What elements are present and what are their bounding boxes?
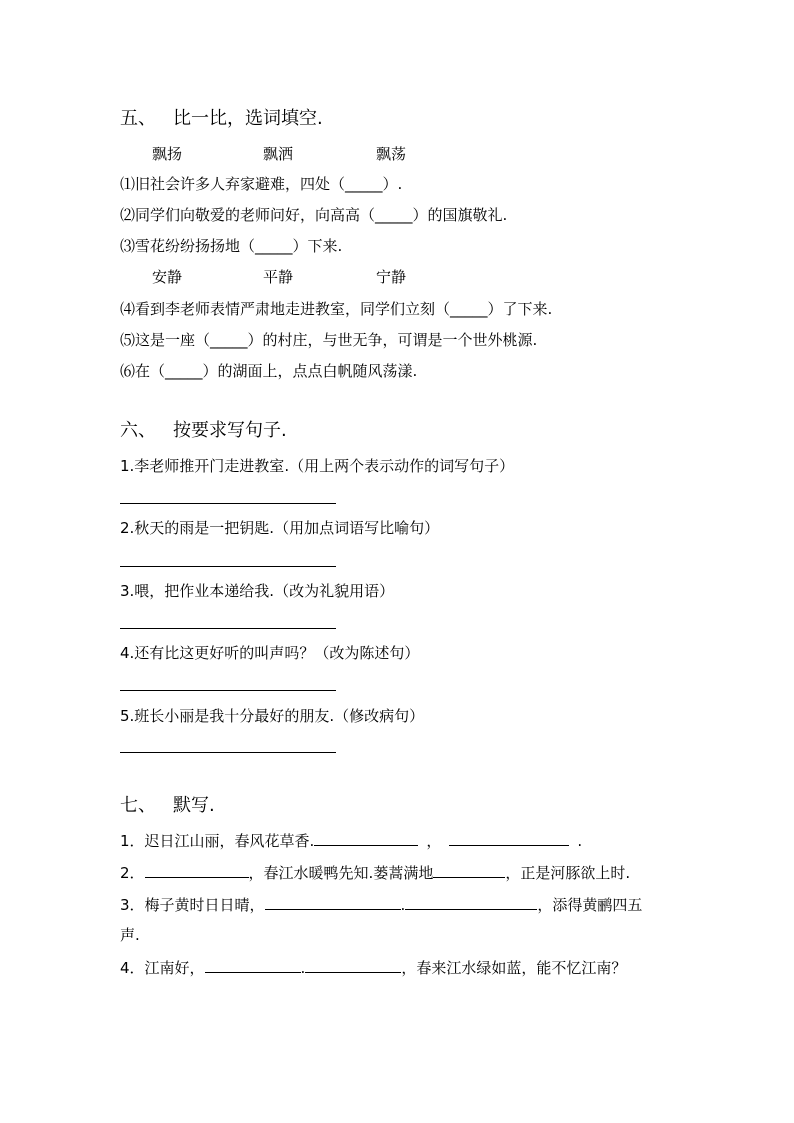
rewrite-question-3: 3.喂，把作业本递给我.（改为礼貌用语） [120, 582, 395, 600]
word-choice: 飘荡 [376, 145, 407, 163]
rewrite-question-2: 2.秋天的雨是一把钥匙.（用加点词语写比喻句） [120, 519, 440, 537]
fill-question-2: ⑵同学们向敬爱的老师问好，向高高（_____）的国旗敬礼. [120, 206, 508, 224]
word-choice: 飘扬 [152, 145, 183, 163]
section-6-number: 六、 [120, 420, 156, 441]
word-choice: 平静 [263, 268, 294, 286]
section-5-heading [120, 107, 323, 131]
answer-line-1[interactable] [120, 503, 336, 504]
dictation-question-2 [120, 861, 630, 884]
dictation-text: 3．梅子黄时日日晴， [120, 896, 265, 914]
dictation-text: 2． [120, 864, 145, 882]
section-5-title: 比一比，选词填空. [173, 108, 323, 129]
dictation-text: ，添得黄鹂四五 [537, 896, 643, 914]
word-choice: 宁静 [376, 268, 407, 286]
word-choice: 安静 [152, 268, 183, 286]
section-6-heading [120, 419, 287, 443]
dictation-text: . [577, 832, 583, 850]
section-6-title: 按要求写句子. [173, 420, 287, 441]
dictation-text: ，春江水暖鸭先知.蒌蒿满地 [248, 864, 434, 882]
answer-line-3[interactable] [120, 628, 336, 629]
dictation-blank[interactable] [449, 829, 569, 846]
section-7-title: 默写. [173, 795, 215, 816]
dictation-text: ， [426, 832, 442, 850]
dictation-question-3 [120, 893, 642, 916]
answer-line-4[interactable] [120, 690, 336, 691]
dictation-blank[interactable] [305, 956, 401, 973]
dictation-blank[interactable] [314, 829, 418, 846]
dictation-blank[interactable] [205, 956, 301, 973]
dictation-text: . [300, 959, 306, 977]
fill-question-4: ⑷看到李老师表情严肃地走进教室，同学们立刻（_____）了下来. [120, 300, 553, 318]
dictation-blank[interactable] [405, 893, 537, 910]
rewrite-question-4: 4.还有比这更好听的叫声吗？（改为陈述句） [120, 644, 420, 662]
dictation-text: ，正是河豚欲上时. [505, 864, 631, 882]
dictation-blank[interactable] [265, 893, 401, 910]
section-7-heading [120, 794, 215, 818]
dictation-question-1 [120, 829, 582, 852]
dictation-text: 1．迟日江山丽，春风花草香. [120, 832, 315, 850]
dictation-question-3-continued: 声. [120, 926, 140, 944]
rewrite-question-5: 5.班长小丽是我十分最好的朋友.（修改病句） [120, 707, 425, 725]
answer-line-2[interactable] [120, 566, 336, 567]
fill-question-6: ⑹在（_____）的湖面上，点点白帆随风荡漾. [120, 362, 418, 380]
answer-line-5[interactable] [120, 752, 336, 753]
dictation-text: . [400, 896, 406, 914]
fill-question-5: ⑸这是一座（_____）的村庄，与世无争，可谓是一个世外桃源. [120, 331, 538, 349]
section-7-number: 七、 [120, 795, 156, 816]
word-choice: 飘洒 [263, 145, 294, 163]
fill-question-1: ⑴旧社会许多人弃家避难，四处（_____）. [120, 175, 403, 193]
dictation-blank[interactable] [145, 861, 249, 878]
dictation-blank[interactable] [433, 861, 505, 878]
rewrite-question-1: 1.李老师推开门走进教室.（用上两个表示动作的词写句子） [120, 457, 515, 475]
dictation-text: 4．江南好， [120, 959, 205, 977]
fill-question-3: ⑶雪花纷纷扬扬地（_____）下来. [120, 237, 343, 255]
dictation-text: ，春来江水绿如蓝，能不忆江南？ [401, 959, 627, 977]
dictation-question-4 [120, 956, 626, 979]
section-5-number: 五、 [120, 108, 156, 129]
